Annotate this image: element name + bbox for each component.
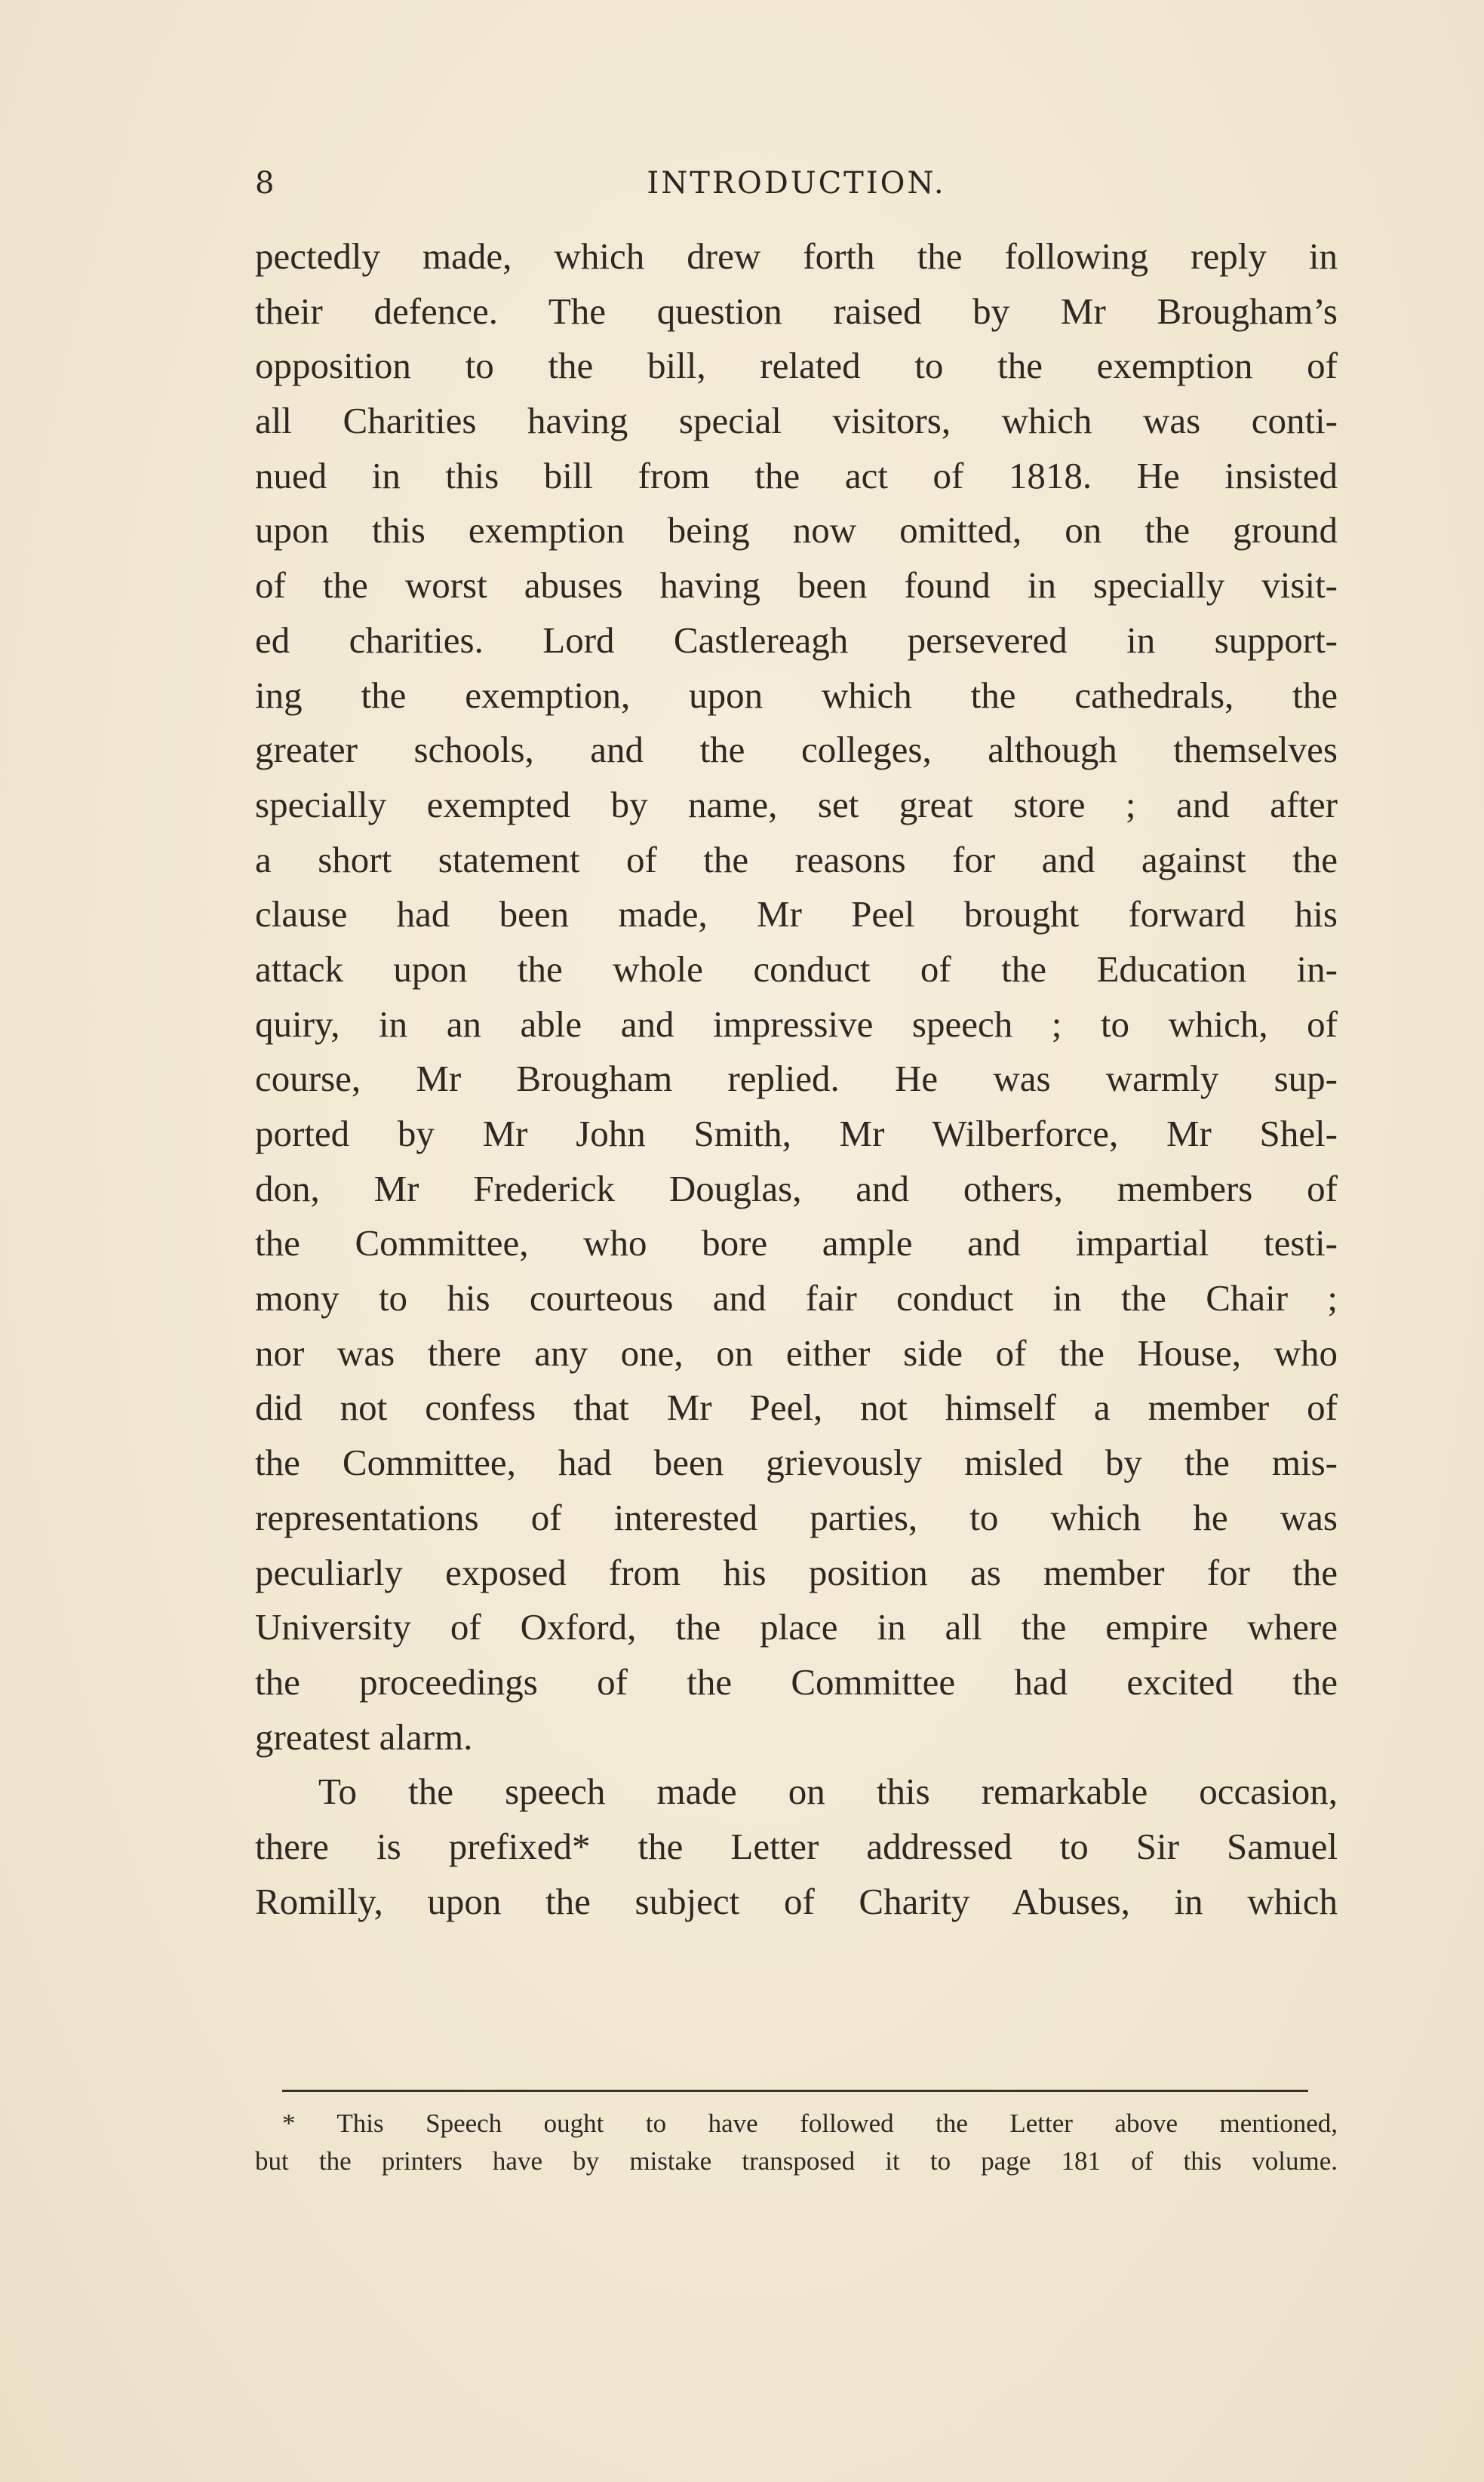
footnote-divider xyxy=(282,2090,1308,2092)
text-line: all Charities having special visitors, which was conti- xyxy=(255,400,1338,442)
paragraph-start-line: To the speech made on this remarkable occasion, xyxy=(318,1771,1338,1813)
text-line: the Committee, had been grievously misled by the mis- xyxy=(255,1442,1338,1484)
text-line: there is prefixed* the Letter addressed to Sir Samuel xyxy=(255,1825,1338,1867)
text-line: course, Mr Brougham replied. He was warmly sup- xyxy=(255,1058,1338,1100)
page-header xyxy=(255,157,1338,210)
text-line: representations of interested parties, to which he was xyxy=(255,1496,1338,1538)
paragraph-end-line: greatest alarm. xyxy=(255,1716,473,1758)
text-line: pectedly made, which drew forth the following reply in xyxy=(255,235,1338,277)
text-line: ed charities. Lord Castlereagh persevered in support- xyxy=(255,619,1338,661)
footnote xyxy=(255,2105,1338,2180)
text-line: opposition to the bill, related to the exemption of xyxy=(255,345,1338,387)
page-number: 8 xyxy=(255,166,275,201)
text-line: the proceedings of the Committee had excited the xyxy=(255,1660,1338,1703)
text-line: nor was there any one, on either side of the House, who xyxy=(255,1332,1338,1374)
text-line: mony to his courteous and fair conduct in the Chair ; xyxy=(255,1277,1338,1319)
text-line: ing the exemption, upon which the cathedrals, the xyxy=(255,674,1338,716)
text-line: peculiarly exposed from his position as member for the xyxy=(255,1551,1338,1593)
text-line: ported by Mr John Smith, Mr Wilberforce, Mr Shel- xyxy=(255,1113,1338,1154)
text-line: upon this exemption being now omitted, on the ground xyxy=(255,509,1338,551)
text-line: specially exempted by name, set great store ; and after xyxy=(255,783,1338,825)
text-line: clause had been made, Mr Peel brought forward his xyxy=(255,893,1338,935)
footnote-line: * This Speech ought to have followed the Letter above mentioned, xyxy=(282,2109,1338,2138)
body-text xyxy=(255,229,1338,1929)
text-line: greater schools, and the colleges, although themselves xyxy=(255,729,1338,771)
text-line: attack upon the whole conduct of the Education in- xyxy=(255,948,1338,990)
text-line: University of Oxford, the place in all the empire where xyxy=(255,1606,1338,1648)
text-line: quiry, in an able and impressive speech ; to which, of xyxy=(255,1003,1338,1045)
text-line: nued in this bill from the act of 1818. He insisted xyxy=(255,454,1338,496)
text-line: Romilly, upon the subject of Charity Abuses, in which xyxy=(255,1880,1338,1922)
running-head: INTRODUCTION. xyxy=(647,166,946,201)
text-line: don, Mr Frederick Douglas, and others, members of xyxy=(255,1167,1338,1209)
text-line: their defence. The question raised by Mr Brougham’s xyxy=(255,290,1338,332)
text-line: of the worst abuses having been found in specially visit- xyxy=(255,564,1338,607)
text-line: the Committee, who bore ample and impartial testi- xyxy=(255,1222,1338,1264)
text-line: did not confess that Mr Peel, not himself a member of xyxy=(255,1387,1338,1429)
text-line: a short statement of the reasons for and against the xyxy=(255,838,1338,880)
footnote-line: but the printers have by mistake transposed it to page 181 of this volume. xyxy=(255,2146,1338,2176)
